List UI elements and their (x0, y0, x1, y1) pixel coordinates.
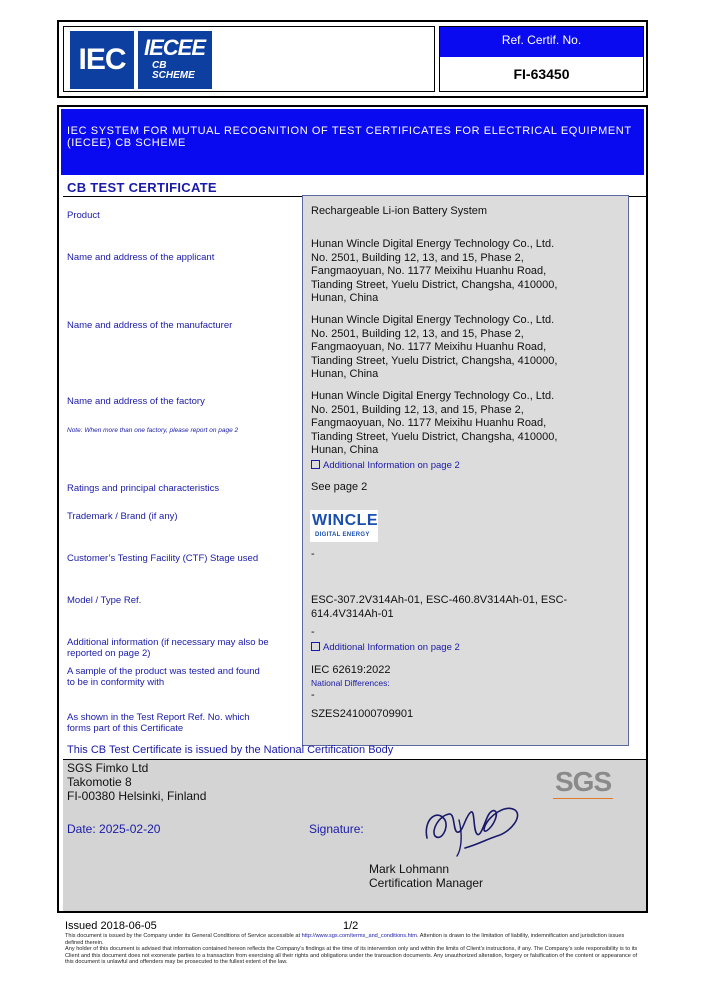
iecee-logo-cb: CB (152, 60, 167, 71)
issued-by-statement: This CB Test Certificate is issued by the National Certification Body (67, 744, 394, 756)
ncb-street: Takomotie 8 (67, 775, 132, 789)
logo-area (63, 26, 435, 92)
label-ctf: Customer’s Testing Facility (CTF) Stage used (67, 553, 259, 564)
signature-label: Signature: (309, 822, 364, 836)
label-report-line1: As shown in the Test Report Ref. No. which (67, 712, 250, 723)
value-factory-line: Hunan, China (311, 444, 379, 456)
form-issued-date: Issued 2018-06-05 (65, 920, 157, 932)
national-differences-label: National Differences: (311, 678, 390, 688)
label-trademark: Trademark / Brand (if any) (67, 511, 178, 522)
value-manufacturer-line: Tianding Street, Yuelu District, Changsha, 410000, (311, 354, 558, 367)
scheme-banner: IEC SYSTEM FOR MUTUAL RECOGNITION OF TEST CERTIFICATES FOR ELECTRICAL EQUIPMENT (IECEE) CB SCHEME (61, 109, 644, 175)
iecee-cb-scheme-logo (138, 31, 212, 89)
value-standard: IEC 62619:2022 (311, 664, 391, 676)
disclaimer-part3: Any holder of this document is advised that information contained hereon reflects the Company’s findings at the time of its intervention only and within the limits of Client’s instructions, if any. The Company’s sole responsibility is to its Client and this document does not exonerate parties to a transaction from exercising all their rights and obligations under the transaction documents. Any unauthorized alteration, forgery or falsification of the content or appearance of this document is unlawful and offenders may be prosecuted to the fullest extent of the law. (65, 946, 638, 966)
label-sample-line1: A sample of the product was tested and found (67, 666, 260, 677)
terms-link[interactable]: http://www.sgs.com/terms_and_conditions.htm. (301, 933, 419, 939)
certificate-title: CB TEST CERTIFICATE (67, 180, 217, 195)
iec-logo-text: IEC (78, 43, 126, 76)
label-factory: Name and address of the factory (67, 396, 205, 407)
value-applicant-line: Tianding Street, Yuelu District, Changsha, 410000, (311, 278, 558, 291)
disclaimer-part2: Attention is drawn to the limitation of liability, indemnification and jurisdiction issues defined therein. (65, 933, 625, 946)
value-manufacturer-line: Hunan, China (311, 368, 379, 380)
value-ratings: See page 2 (311, 481, 368, 493)
certificate-body (57, 105, 648, 913)
signer-title: Certification Manager (369, 876, 484, 890)
value-product: Rechargeable Li-ion Battery System (311, 205, 488, 217)
signer-name: Mark Lohmann (369, 862, 450, 876)
factory-additional-label: Additional Information on page 2 (323, 460, 460, 471)
value-report-number: SZES241000709901 (311, 708, 414, 720)
wincle-logo-subtext: DIGITAL ENERGY (315, 532, 370, 538)
iecee-logo-scheme: SCHEME (152, 70, 195, 81)
national-differences-value: - (311, 689, 315, 701)
value-applicant-line: Fangmaoyuan, No. 1177 Meixihu Huanhu Road, (311, 265, 547, 277)
additional-info-checkbox[interactable] (311, 642, 320, 651)
page-number: 1/2 (343, 920, 359, 932)
value-factory-line: Tianding Street, Yuelu District, Changsha, 410000, (311, 430, 558, 443)
value-applicant-line: Hunan Wincle Digital Energy Technology Co., Ltd. (311, 238, 555, 250)
additional-info (311, 642, 460, 653)
handwritten-signature (419, 790, 529, 860)
label-sample-line2: to be in conformity with (67, 677, 165, 688)
additional-info-label: Additional Information on page 2 (323, 642, 460, 653)
label-ratings: Ratings and principal characteristics (67, 483, 220, 494)
label-additional-line1: Additional information (if necessary may also be (67, 637, 269, 648)
disclaimer-part1: This document is issued by the Company under its General Conditions of Service accessible at (65, 933, 301, 939)
label-model: Model / Type Ref. (67, 595, 142, 606)
certification-body-panel (63, 760, 646, 911)
label-report-line2: forms part of this Certificate (67, 723, 184, 734)
factory-additional-checkbox[interactable] (311, 460, 320, 469)
label-applicant: Name and address of the applicant (67, 252, 215, 263)
label-manufacturer: Name and address of the manufacturer (67, 320, 233, 331)
value-factory-line: Hunan Wincle Digital Energy Technology Co., Ltd. (311, 390, 555, 402)
date-value: 2025-02-20 (99, 822, 161, 836)
legal-disclaimer (65, 933, 643, 966)
factory-additional-info (311, 460, 460, 471)
date-label: Date: (67, 822, 96, 836)
label-factory-note: Note: When more than one factory, please report on page 2 (67, 427, 239, 434)
value-manufacturer-line: No. 2501, Building 12, 13, and 15, Phase 2, (311, 327, 524, 340)
value-factory-line: Fangmaoyuan, No. 1177 Meixihu Huanhu Road, (311, 417, 547, 429)
iec-logo (70, 31, 134, 89)
value-model-line1: ESC-307.2V314Ah-01, ESC-460.8V314Ah-01, ESC- (311, 594, 568, 606)
sgs-logo: SGS (555, 766, 612, 797)
value-applicant-line: Hunan, China (311, 292, 379, 304)
ref-certificate-number: FI-63450 (513, 66, 570, 82)
certificate-header (57, 20, 648, 98)
ncb-city: FI-00380 Helsinki, Finland (67, 789, 207, 803)
label-product: Product (67, 210, 100, 221)
value-factory-line: No. 2501, Building 12, 13, and 15, Phase 2, (311, 403, 524, 416)
ref-certificate-box (439, 26, 644, 92)
date-field (67, 822, 160, 836)
ref-certificate-label: Ref. Certif. No. (440, 27, 643, 57)
wincle-brand-logo (310, 510, 378, 542)
certificate-values-panel (302, 195, 629, 746)
value-ctf: - (311, 548, 315, 560)
wincle-logo-text: WINCLE (312, 512, 379, 529)
value-applicant-line: No. 2501, Building 12, 13, and 15, Phase 2, (311, 251, 524, 264)
value-manufacturer-line: Fangmaoyuan, No. 1177 Meixihu Huanhu Road, (311, 341, 547, 353)
label-additional-line2: reported on page 2) (67, 648, 151, 659)
value-model-line2: 614.4V314Ah-01 (311, 607, 394, 620)
value-additional-dash: - (311, 626, 315, 638)
sgs-logo-underline (553, 798, 613, 799)
ncb-name: SGS Fimko Ltd (67, 761, 149, 775)
iecee-logo-text: IECEE (144, 35, 206, 60)
value-manufacturer-line: Hunan Wincle Digital Energy Technology Co., Ltd. (311, 314, 555, 326)
